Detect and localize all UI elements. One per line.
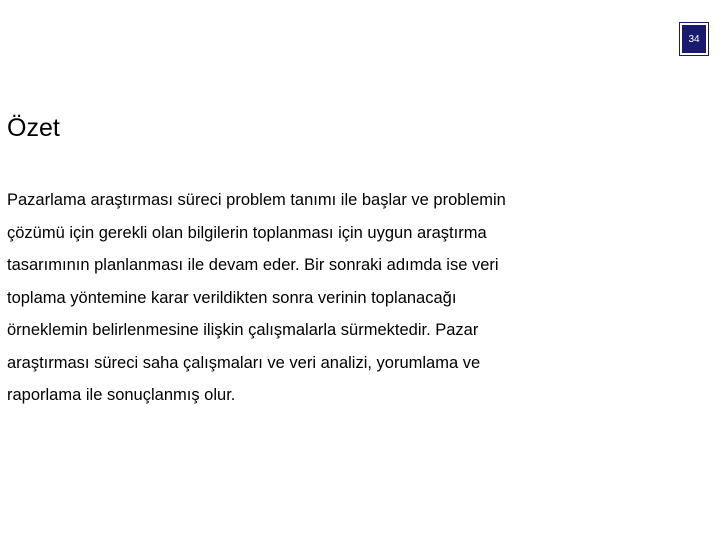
page-number: 34 bbox=[688, 33, 700, 45]
body-line: tasarımının planlanması ile devam eder. Bir sonraki adımda ise veri bbox=[7, 256, 499, 274]
page-number-badge bbox=[680, 23, 708, 55]
body-line: örneklemin belirlenmesine ilişkin çalışmalarla sürmektedir. Pazar bbox=[7, 321, 479, 339]
body-line: toplama yöntemine karar verildikten sonra verinin toplanacağı bbox=[7, 288, 457, 307]
body-line: çözümü için gerekli olan bilgilerin toplanması için uygun araştırma bbox=[7, 223, 487, 242]
body-line: araştırması süreci saha çalışmaları ve veri analizi, yorumlama ve bbox=[7, 353, 481, 372]
body-line: raporlama ile sonuçlanmış olur. bbox=[7, 386, 236, 404]
page-title: Özet bbox=[7, 114, 60, 142]
body-line: Pazarlama araştırması süreci problem tanımı ile başlar ve problemin bbox=[7, 191, 506, 209]
summary-paragraph bbox=[7, 184, 707, 412]
